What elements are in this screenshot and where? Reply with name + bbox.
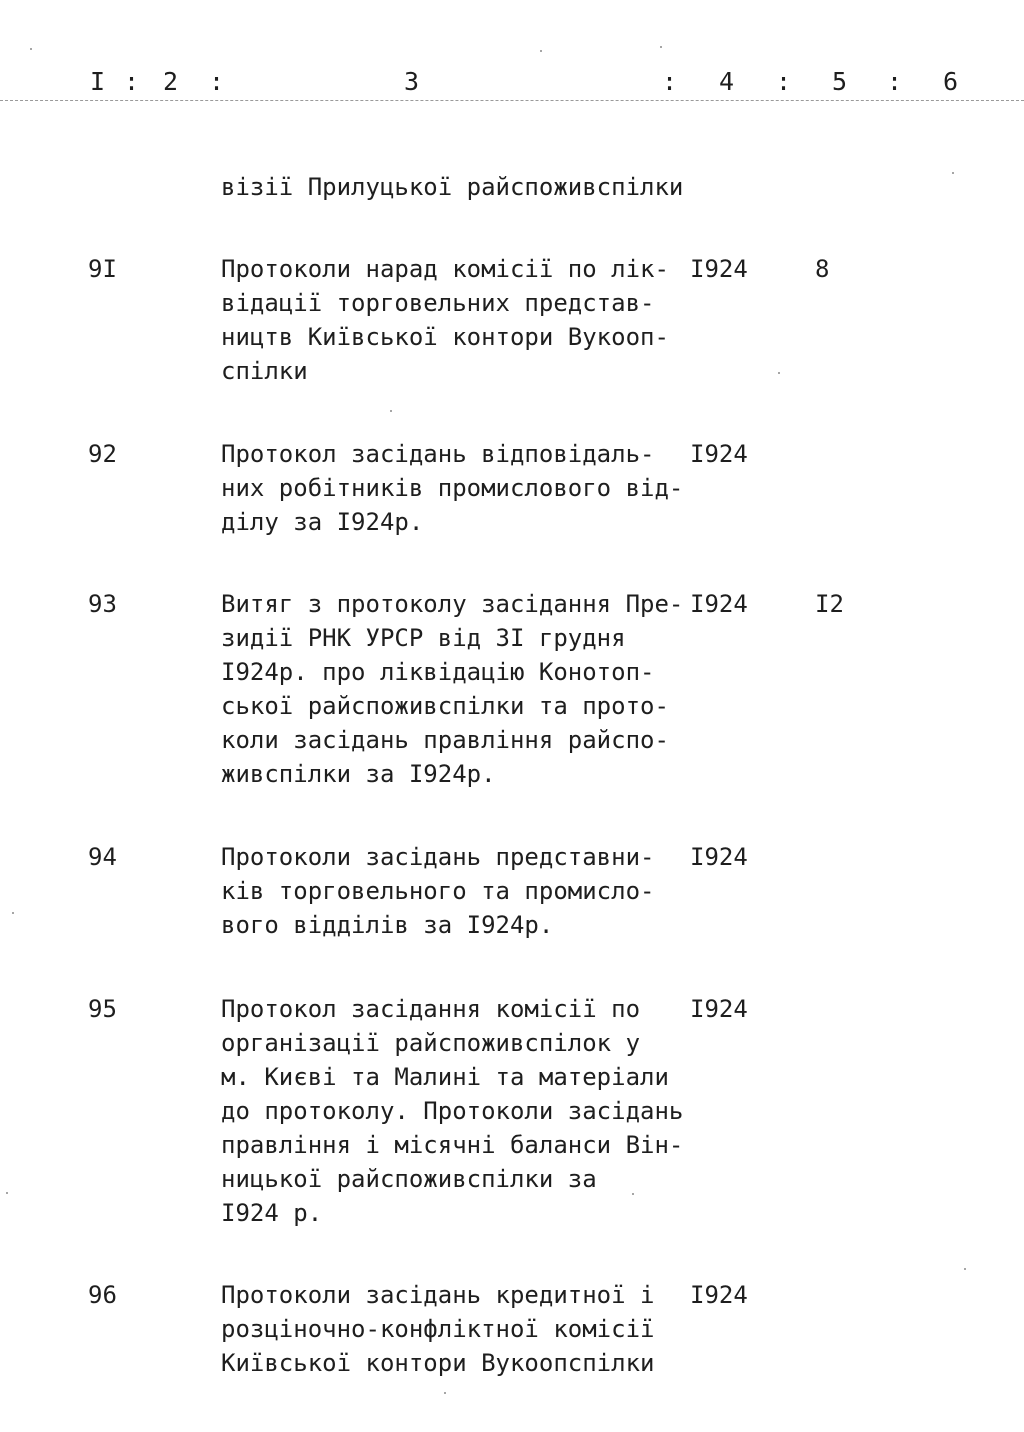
column-separator: : bbox=[209, 67, 225, 96]
column-2-header: 2 bbox=[163, 67, 179, 96]
scan-speck bbox=[390, 410, 392, 412]
scan-speck bbox=[952, 172, 954, 174]
column-separator: : bbox=[776, 67, 792, 96]
column-3-header: 3 bbox=[404, 67, 420, 96]
scan-speck bbox=[6, 1192, 8, 1194]
scan-speck bbox=[444, 1392, 446, 1394]
column-5-header: 5 bbox=[832, 67, 848, 96]
entry-title: Витяг з протоколу засідання Пре- зидії РНК УРСР від 3I грудня I924р. про ліквідацію Конотоп- ської райспоживспілки та прото- коли засідань правління райспо- живспілки за I924р. bbox=[221, 590, 684, 788]
entry-sheet-count: I2 bbox=[815, 590, 844, 618]
entry-title: Протоколи нарад комісії по лік- відації торговельних представ- ництв Київської контори Вукооп- спілки bbox=[221, 255, 669, 385]
entry-year: I924 bbox=[690, 255, 748, 283]
entry-year: I924 bbox=[690, 590, 748, 618]
column-4-header: 4 bbox=[719, 67, 735, 96]
scan-speck bbox=[540, 50, 542, 52]
column-separator: : bbox=[887, 67, 903, 96]
scan-speck bbox=[660, 46, 662, 48]
entry-sheet-count: 8 bbox=[815, 255, 830, 283]
scan-speck bbox=[12, 912, 14, 914]
column-6-header: 6 bbox=[943, 67, 959, 96]
scan-speck bbox=[632, 1193, 634, 1195]
column-header-row bbox=[0, 64, 1024, 100]
entry-year: I924 bbox=[690, 995, 748, 1023]
entry-year: I924 bbox=[690, 1281, 748, 1309]
entry-year: I924 bbox=[690, 843, 748, 871]
scan-speck bbox=[964, 1268, 966, 1270]
entry-number: 96 bbox=[88, 1281, 117, 1309]
entry-title: Протокол засідань відповідаль- них робітників промислового від- ділу за I924р. bbox=[221, 440, 684, 536]
scan-speck bbox=[30, 48, 32, 50]
entry-number: 93 bbox=[88, 590, 117, 618]
entry-number: 92 bbox=[88, 440, 117, 468]
entry-number: 9I bbox=[88, 255, 117, 283]
continued-title: візії Прилуцької райспоживспілки bbox=[221, 173, 684, 201]
header-rule bbox=[0, 100, 1024, 101]
column-separator: : bbox=[124, 67, 140, 96]
column-1-header: I bbox=[90, 67, 106, 96]
entry-year: I924 bbox=[690, 440, 748, 468]
column-separator: : bbox=[662, 67, 678, 96]
entry-number: 94 bbox=[88, 843, 117, 871]
scan-speck bbox=[778, 372, 780, 374]
entry-title: Протокол засідання комісії по організації райспоживспілок у м. Києві та Малині та матеріали до протоколу. Протоколи засідань правління і місячні баланси Він- ницької райспоживспілки за I924 р. bbox=[221, 995, 684, 1227]
entry-title: Протоколи засідань кредитної і розціночно-конфліктної комісії Київської контори Вукоопспілки bbox=[221, 1281, 655, 1377]
entry-title: Протоколи засідань представни- ків торговельного та промисло- вого відділів за I924р. bbox=[221, 843, 655, 939]
entry-number: 95 bbox=[88, 995, 117, 1023]
